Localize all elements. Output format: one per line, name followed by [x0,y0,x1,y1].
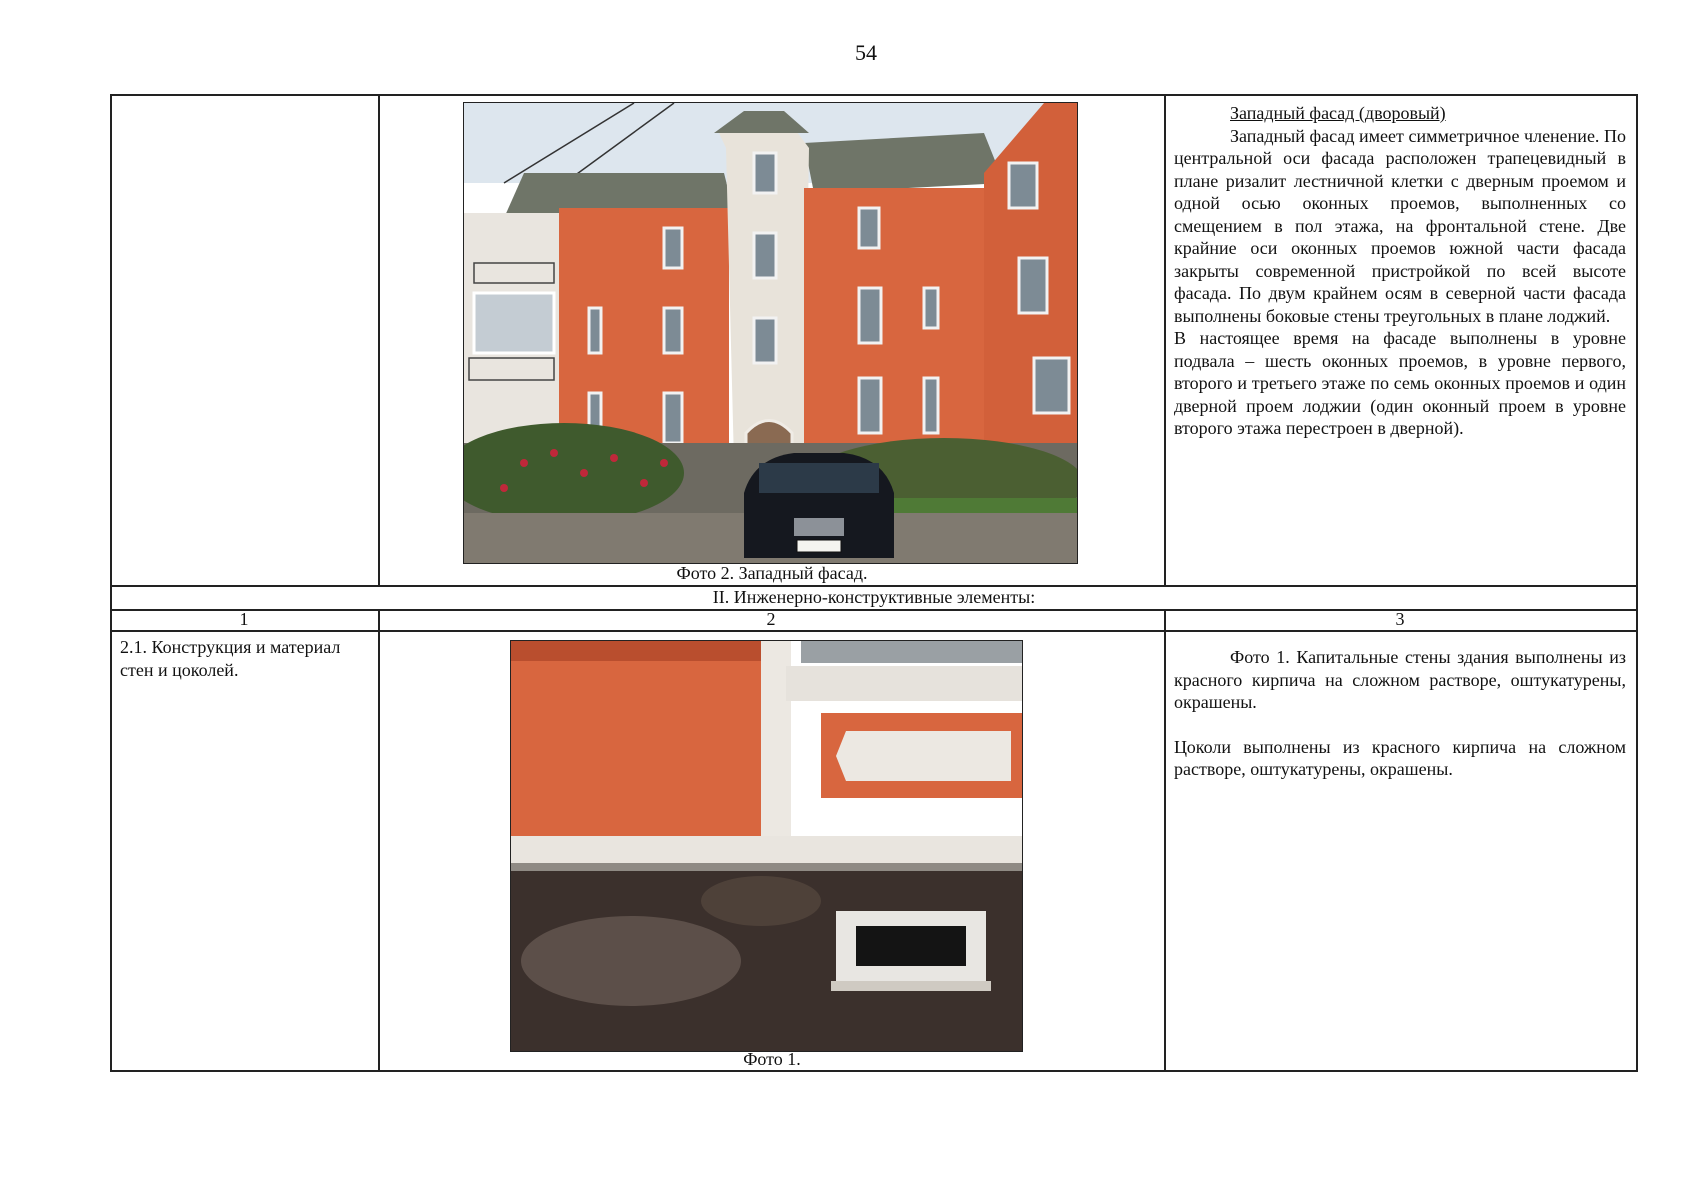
orange-wall [511,641,761,841]
page-number: 54 [855,40,877,65]
decor-panel [836,731,1011,781]
window [1019,258,1047,313]
window-sill [786,666,1022,701]
column-number: 3 [1395,609,1405,629]
window [754,318,776,363]
table-border-left [110,94,112,1072]
description-paragraph: Цоколи выполнены из красного кирпича на сложном растворе, оштукатурены, окрашены. [1174,736,1626,779]
facade-left-wing [559,208,729,448]
table-border-top [110,94,1638,96]
description-paragraph: Фото 1. Капитальные стены здания выполнены из красного кирпича на сложном растворе, оштукатурены, окрашены. [1174,647,1626,712]
plinth-patch [701,876,821,926]
bottom-row-description [1174,646,1626,781]
cornice-shadow [511,863,1022,871]
cornice [511,836,1022,866]
window [664,228,682,268]
window [859,288,881,343]
table-col-divider [1164,94,1166,586]
description-heading: Западный фасад (дворовый) [1230,103,1446,123]
column-number: 1 [239,609,249,629]
flower [660,459,668,467]
flower [610,454,618,462]
flower [580,469,588,477]
photo-2-caption: Фото 2. Западный фасад. [676,563,868,583]
plinth-patch [521,916,741,1006]
window [664,393,682,443]
flower [550,449,558,457]
flower [520,459,528,467]
roof-right [804,133,1004,193]
car-grille [794,518,844,536]
window [754,233,776,278]
table-border-bottom [110,1070,1638,1072]
facade-right-wing [804,188,989,448]
basement-window-glass [856,926,966,966]
description-paragraph: В настоящее время на фасаде выполнены в уровне подвала – шесть оконных проемов, в уровне первого, второго и третьего этаже по семь оконных проемов и один дверной проем лоджии (один оконный проем в уровне второго этажа перестроен в дверной). [1174,328,1626,438]
wall-shade [511,641,761,661]
table-col-divider [1164,609,1166,1072]
car-plate [797,540,841,552]
top-row-description [1174,102,1626,440]
window [754,153,776,193]
flower [500,484,508,492]
car-windshield [759,463,879,493]
window-bottom [801,641,1022,663]
table-border-right [1636,94,1638,1072]
window [589,308,601,353]
table-col-divider [378,94,380,586]
flower [640,479,648,487]
window [859,208,879,248]
bottom-row-col1-text: 2.1. Конструкция и материал стен и цоколей. [120,637,341,680]
column-number: 2 [766,609,776,629]
window [1009,163,1037,208]
basement-window-sill [831,981,991,991]
document-table [110,94,1638,1072]
window [664,308,682,353]
window [924,378,938,433]
photo-west-facade [463,102,1078,564]
annex-window [474,293,554,353]
table-row-divider [110,630,1638,632]
section-title: II. Инженерно-конструктивные элементы: [712,587,1036,607]
photo-wall-plinth [510,640,1023,1052]
window [859,378,881,433]
table-col-divider [378,609,380,1072]
description-paragraph: Западный фасад имеет симметричное членение. По центральной оси фасада расположен трапецевидный в плане ризалит лестничной клетки с дверным проемом и одной осью оконных проемов, выполненных со смещением в пол этажа, на фронтальной стене. Две крайние оси оконных проемов южной части фасада закрыты современной пристройкой по всей высоте фасада. По двум крайнем осям в северной части фасада выполнены боковые стены треугольных в плане лоджий. [1174,125,1626,326]
window [1034,358,1069,413]
window [924,288,938,328]
photo-1-caption: Фото 1. [743,1049,801,1069]
